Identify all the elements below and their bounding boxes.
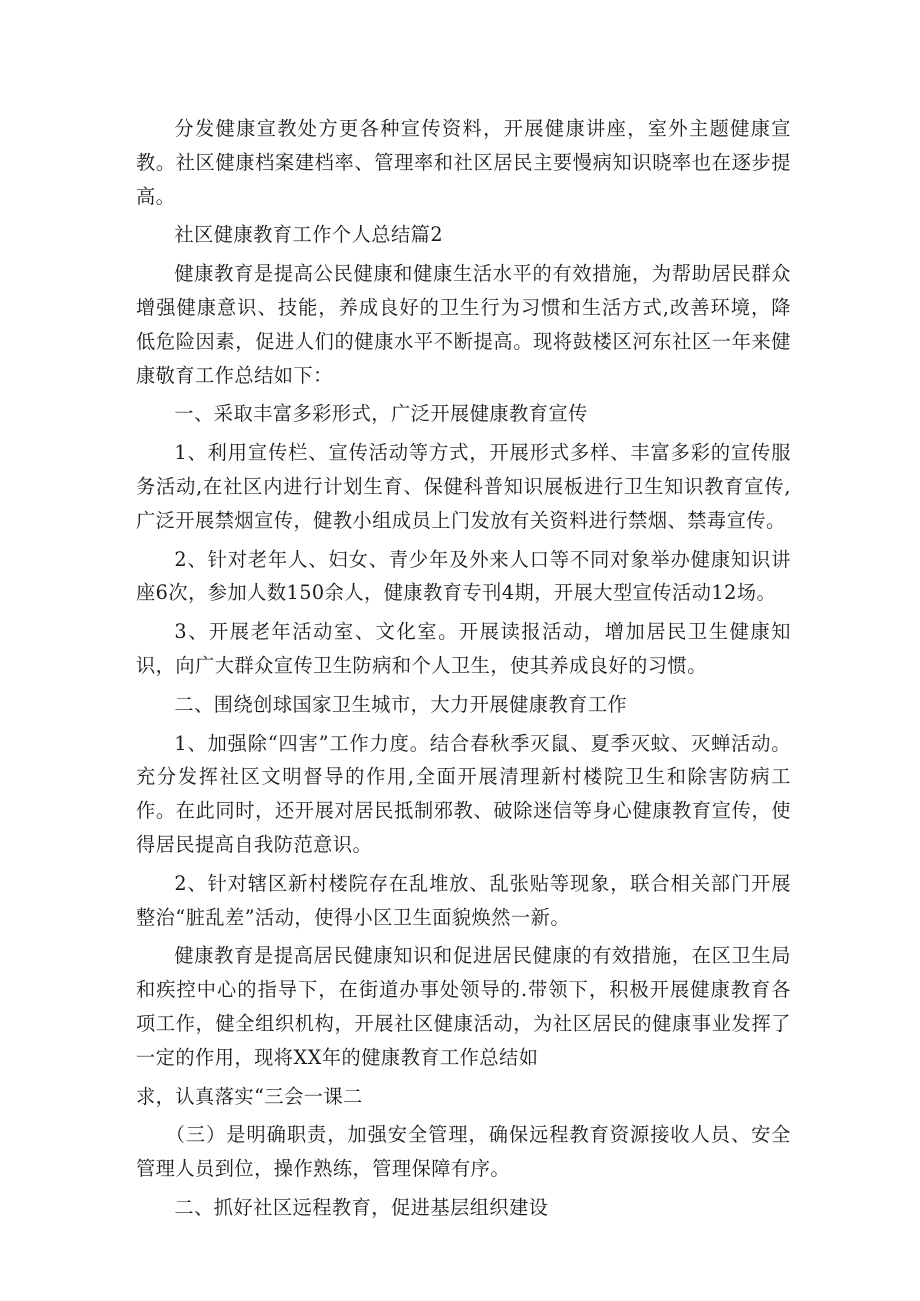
paragraph-item-1-1: 1、利用宣传栏、宣传活动等方式，开展形式多样、丰富多彩的宣传服务活动,在社区内进行计划生育、保健科普知识展板进行卫生知识教育宣传,广泛开展禁烟宣传，健教小组成员上门发放有关资料进行禁烟、禁毒宣传。 xyxy=(136,441,791,532)
paragraph-item-1-3: 3、开展老年活动室、文化室。开展读报活动，增加居民卫生健康知识，向广大群众宣传卫生防病和个人卫生，使其养成良好的习惯。 xyxy=(136,620,791,677)
section-title-article-2: 社区健康教育工作个人总结篇2 xyxy=(174,223,444,247)
paragraph-health-education-purpose: 健康教育是提高公民健康和健康生活水平的有效措施，为帮助居民群众增强健康意识、技能，养成良好的卫生行为习惯和生活方式,改善环境，降低危险因素，促进人们的健康水平不断提高。现将鼓楼区河东社区一年来健康敬育工作总结如下： xyxy=(136,262,791,387)
paragraph-health-education-summary: 健康教育是提高居民健康知识和促进居民健康的有效措施，在区卫生局和疾控中心的指导下，在街道办事处领导的.带领下，积极开展健康教育各项工作，健全组织机构，开展社区健康活动，为社区居民的健康事业发挥了一定的作用，现将XX年的健康教育工作总结如 xyxy=(136,944,791,1069)
heading-remote-education: 二、抓好社区远程教育，促进基层组织建设 xyxy=(174,1195,549,1219)
paragraph-item-1-2: 2、针对老年人、妇女、青少年及外来人口等不同对象举办健康知识讲座6次，参加人数150余人，健康教育专刊4期，开展大型宣传活动12场。 xyxy=(136,547,791,605)
heading-part-2: 二、围绕创球国家卫生城市，大力开展健康教育工作 xyxy=(174,692,628,716)
document-body xyxy=(136,112,791,1230)
paragraph-item-2-2: 2、针对辖区新村楼院存在乱堆放、乱张贴等现象，联合相关部门开展整治“脏乱差”活动，使得小区卫生面貌焕然一新。 xyxy=(136,871,791,929)
paragraph-item-3: （三）是明确职责，加强安全管理，确保远程教育资源接收人员、安全管理人员到位，操作熟练，管理保障有序。 xyxy=(136,1123,791,1181)
paragraph-item-2-1: 1、加强除“四害”工作力度。结合春秋季灭鼠、夏季灭蚊、灭蝉活动。充分发挥社区文明督导的作用,全面开展清理新村楼院卫生和除害防病工作。在此同时，还开展对居民抵制邪教、破除迷信等身心健康教育宣传，使得居民提高自我防范意识。 xyxy=(136,731,791,856)
heading-part-1: 一、采取丰富多彩形式，广泛开展健康教育宣传 xyxy=(174,402,588,426)
paragraph-intro-continuation: 分发健康宣教处方更各种宣传资料，开展健康讲座，室外主题健康宣教。社区健康档案建档率、管理率和社区居民主要慢病知识晓率也在逐步提高。 xyxy=(136,117,791,208)
paragraph-fragment: 求，认真落实“三会一课二 xyxy=(136,1084,363,1108)
